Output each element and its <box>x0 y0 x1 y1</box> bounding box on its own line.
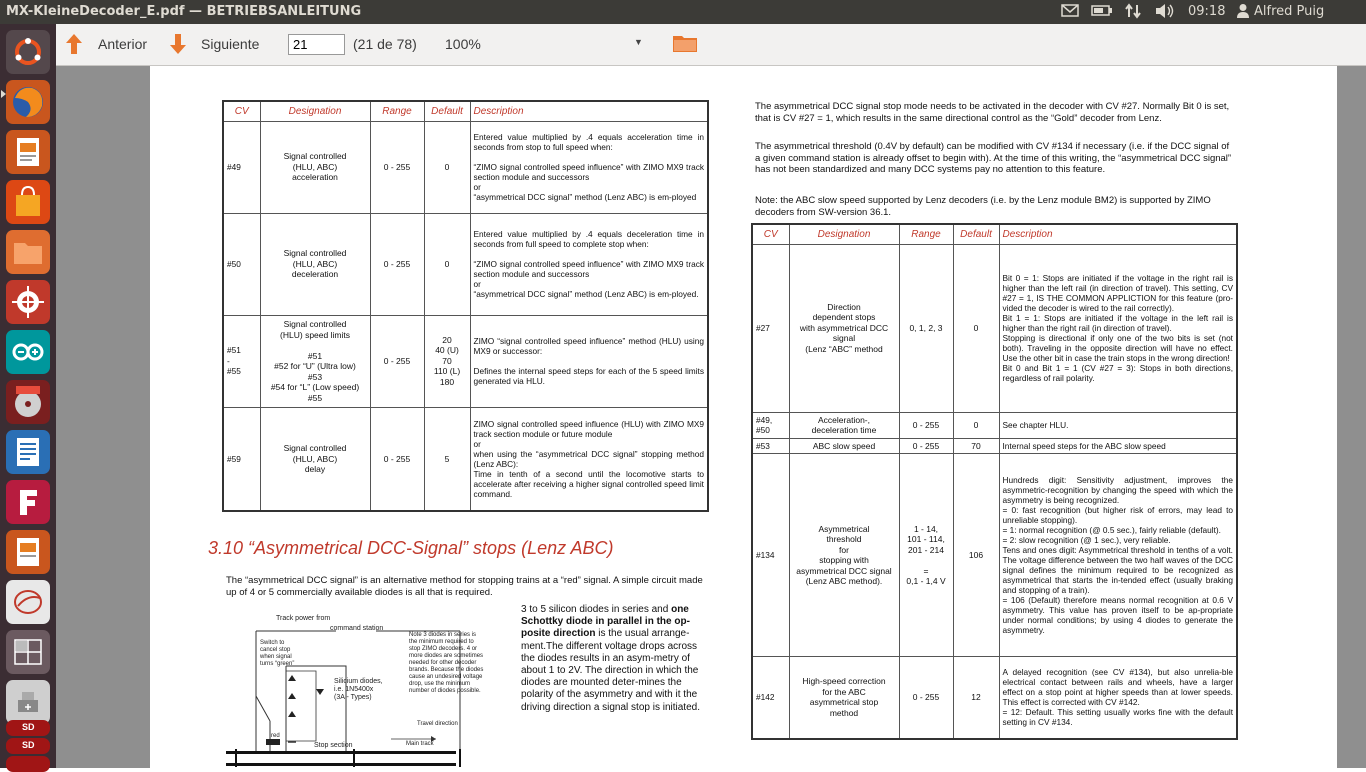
cell-designation: Signal controlled (HLU, ABC) delay <box>260 407 370 511</box>
table-row <box>223 315 708 407</box>
cell-description: ZIMO “signal controlled speed influence” method (HLU) using MX9 or successor: Defines the internal speed steps for each of the 5 speed limits generated via HLU. <box>470 315 708 407</box>
pdf-page <box>150 66 1337 768</box>
section-heading: 3.10 “Asymmetrical DCC-Signal” stops (Lenz ABC) <box>208 538 614 558</box>
game-launcher[interactable] <box>6 280 50 324</box>
cd-icon <box>6 380 50 424</box>
target-icon <box>6 280 50 324</box>
volume-icon[interactable] <box>1154 3 1176 21</box>
cell-range: 0 - 255 <box>899 438 953 454</box>
cell-default: 5 <box>424 407 470 511</box>
cell-cv: #49, #50 <box>752 412 789 438</box>
fritzing-launcher[interactable] <box>6 480 50 524</box>
running-indicator <box>1 90 6 98</box>
cell-description: Entered value multiplied by .4 equals deceleration time in seconds from full speed to complete stop when: “ZIMO signal controlled speed influence” with ZIMO MX9 track section module and successors or “asymmetrical DCC signal” method (Lenz ABC) is em-ployed. <box>470 213 708 315</box>
cell-cv: #50 <box>223 213 260 315</box>
side-text-bold: one Schottky diode in parallel in the op-posite direction <box>521 604 690 640</box>
cell-range: 0 - 255 <box>899 412 953 438</box>
sd-card-launcher-2[interactable] <box>6 738 50 754</box>
prev-page-button[interactable] <box>64 32 154 58</box>
cell-designation: High-speed correction for the ABC asymmetrical stop method <box>789 657 899 739</box>
cell-cv: #134 <box>752 454 789 657</box>
sd-card-launcher-1[interactable] <box>6 720 50 736</box>
cell-designation: Asymmetrical threshold for stopping with asymmetrical DCC signal (Lenz ABC method). <box>789 454 899 657</box>
folder-icon <box>672 32 698 54</box>
files-launcher[interactable] <box>6 230 50 274</box>
cell-cv: #142 <box>752 657 789 739</box>
cell-default: 0 <box>424 213 470 315</box>
diagram-label-stop-section: Stop section <box>314 742 353 749</box>
cell-description: Hundreds digit: Sensitivity adjustment, improves the asymmetric-recognition by changing the speed with which the asymmetry is being recognized. = 0: fast recognition (but higher risk of errors, may lead to unreliable stopping). = 1: normal recognition (@ 0.5 sec.), fairly reliable (default). = 2: slow recognition (@ 1 sec.), very reliable. Tens and ones digit: Asymmetrical threshold in tenths of a volt. The voltage difference between the two half waves of the DCC signal defines the minimum required to be recognized as asymmetrical that starts the in-tended effect (usually braking and stopping of a train). = 106 (Default) therefore means normal recognition at 0.6 V asymmetry. This value has proven itself to be ap-propriate under normal conditions; by using 4 diodes to generate the asymmetry. <box>999 454 1237 657</box>
document-viewer[interactable] <box>56 66 1366 768</box>
cell-default: 0 <box>953 412 999 438</box>
ubuntu-logo-icon <box>6 30 50 74</box>
left-cv-table <box>222 100 709 512</box>
impress-launcher-2[interactable] <box>6 530 50 574</box>
cell-cv: #59 <box>223 407 260 511</box>
top-panel <box>0 0 1366 24</box>
user-icon[interactable] <box>1236 3 1250 21</box>
arduino-launcher[interactable] <box>6 330 50 374</box>
table-row <box>752 657 1237 739</box>
workspace-switcher-icon <box>6 630 50 674</box>
cell-designation: Direction dependent stops with asymmetrical DCC signal (Lenz “ABC” method <box>789 244 899 412</box>
firefox-icon <box>6 80 50 124</box>
cell-description: Entered value multiplied by .4 equals acceleration time in seconds from stop to full speed when: “ZIMO signal controlled speed influence” with ZIMO MX9 track section module and successors or “asymmetrical DCC signal” method (Lenz ABC) is em-ployed <box>470 121 708 213</box>
cell-range: 0 - 255 <box>370 121 424 213</box>
eagle-launcher[interactable] <box>6 580 50 624</box>
cell-range: 1 - 14, 101 - 114, 201 - 214 = 0,1 - 1,4 V <box>899 454 953 657</box>
battery-icon[interactable] <box>1091 3 1113 21</box>
table-header: Description <box>999 224 1237 244</box>
folder-icon <box>6 230 50 274</box>
usb-launcher[interactable] <box>6 680 50 724</box>
cell-description: A delayed recognition (see CV #134), but also unrelia-ble electrical contact between rails and wheels, have a larger effect on a stop point at higher speeds than at lower speeds. This effect is corrected with CV #142. = 12: Default. This setting usually works fine with the default setting in CV #134. <box>999 657 1237 739</box>
cell-cv: #49 <box>223 121 260 213</box>
diagram-label-switch: Switch to cancel stop when signal turns “green” <box>260 640 295 667</box>
cell-range: 0, 1, 2, 3 <box>899 244 953 412</box>
diagram-label-diodes: Silicium diodes, i.e. 1N5400x (3A - Types) <box>334 678 383 701</box>
diagram-label-red: red <box>271 733 280 739</box>
cell-default: 0 <box>424 121 470 213</box>
firefox-launcher[interactable] <box>6 80 50 124</box>
launcher <box>0 24 56 768</box>
table-header: Description <box>470 101 708 121</box>
table-header: Default <box>953 224 999 244</box>
cell-designation: Acceleration-, deceleration time <box>789 412 899 438</box>
cell-description: See chapter HLU. <box>999 412 1237 438</box>
table-header: Range <box>370 101 424 121</box>
prev-label: Anterior <box>98 36 148 52</box>
sd-card-icon-2: SD <box>22 740 35 750</box>
table-header: Range <box>899 224 953 244</box>
cell-cv: #27 <box>752 244 789 412</box>
cell-designation: Signal controlled (HLU, ABC) acceleration <box>260 121 370 213</box>
cell-default: 20 40 (U) 70 110 (L) 180 <box>424 315 470 407</box>
cell-range: 0 - 255 <box>899 657 953 739</box>
side-text-part-2: is the usual arrange-ment.The different voltage drops across the diodes results in an asym-metry of about 1 to 2V. The direction in which the diodes are mounted deter-mines the polarity of the asymmetry and with it the driving direction a signal stop is initiated. <box>521 628 700 713</box>
table-row <box>223 407 708 511</box>
writer-launcher[interactable] <box>6 430 50 474</box>
cell-range: 0 - 255 <box>370 407 424 511</box>
dash-button[interactable] <box>6 30 50 74</box>
window-title: MX-KleineDecoder_E.pdf — BETRIEBSANLEITUNG <box>6 4 362 19</box>
network-icon[interactable] <box>1124 3 1142 21</box>
document-icon <box>6 430 50 474</box>
diagram-label-travel: Travel direction <box>417 721 458 727</box>
page-number-input[interactable]: 21 <box>288 34 345 55</box>
cell-designation: Signal controlled (HLU, ABC) deceleration <box>260 213 370 315</box>
arrow-down-icon <box>168 32 188 56</box>
right-paragraph-2: The asymmetrical threshold (0.4V by default) can be modified with CV #134 if necessary (i.e. if the DCC signal of a given command station is already offset to begin with). At the time of this writing, the “asymmetrical DCC signal” has not been standardized and many DCC systems pay no attention to this feature. <box>755 141 1232 175</box>
table-row <box>223 121 708 213</box>
cell-description: ZIMO signal controlled speed influence (HLU) with ZIMO MX9 track section module or future module or when using the “asymmetrical DCC signal” stopping method (Lenz ABC): Time in tenth of a second until the locomotive starts to accelerate after receiving a higher signal controlled speed limit command. <box>470 407 708 511</box>
cell-description: Internal speed steps for the ABC slow speed <box>999 438 1237 454</box>
diagram-label-note: Note 3 diodes in series is the minimum required to stop ZIMO decoders. 4 or more diodes are sometimes needed for other decoder brands. Because the diodes cause an undesired voltage drop, use the minimum number of diodes possible. <box>409 632 484 694</box>
zoom-value: 100% <box>445 36 481 52</box>
table-header: CV <box>223 101 260 121</box>
table-row <box>752 438 1237 454</box>
fritzing-icon <box>6 480 50 524</box>
shopping-bag-icon <box>6 180 50 224</box>
section-side-text <box>521 604 709 714</box>
diagram-label-command-station: command station <box>330 625 384 632</box>
section-intro: The “asymmetrical DCC signal” is an alternative method for stopping trains at a “red” signal. A simple circuit made up of 4 or 5 commercially available diodes is all that is required. <box>226 575 703 598</box>
next-page-button[interactable] <box>168 32 268 58</box>
cell-default: 70 <box>953 438 999 454</box>
table-header: Default <box>424 101 470 121</box>
sd-card-icon: SD <box>22 722 35 732</box>
next-label: Siguiente <box>201 36 260 52</box>
right-cv-table <box>751 223 1238 740</box>
cell-range: 0 - 255 <box>370 315 424 407</box>
impress-launcher[interactable] <box>6 130 50 174</box>
sd-card-launcher-3[interactable] <box>6 756 50 772</box>
table-header: Designation <box>789 224 899 244</box>
right-paragraph-3: Note: the ABC slow speed supported by Lenz decoders (i.e. by the Lenz module BM2) is supported by ZIMO decoders from SW-version 36.1. <box>755 195 1211 218</box>
clock[interactable]: 09:18 <box>1188 4 1226 19</box>
toolbar <box>56 24 1366 66</box>
cell-range: 0 - 255 <box>370 213 424 315</box>
cell-description: Bit 0 = 1: Stops are initiated if the voltage in the right rail is higher than the left rail (in direction of travel). This setting, CV #27 = 1, IS THE COMMON APPLICTION for this feature (pro-vided the decoder is wired to the rail correctly). Bit 1 = 1: Stops are initiated if the voltage in the left rail is higher than the right rail (in direction of travel). Stopping is directional if only one of the two bits is set (not both). Traveling in the opposite direction will have no effect. Use the other bit in case the train stops in the wrong direction! Bit 0 and Bit 1 = 1 (CV #27 = 3): Stops in both directions, regardless of rail polarity. <box>999 244 1237 412</box>
cell-default: 106 <box>953 454 999 657</box>
side-text-part-1: 3 to 5 silicon diodes in series and <box>521 604 672 615</box>
software-center-launcher[interactable] <box>6 180 50 224</box>
eagle-icon <box>6 580 50 624</box>
arrow-up-icon <box>64 32 84 56</box>
xcfa-launcher[interactable] <box>6 380 50 424</box>
table-row <box>752 412 1237 438</box>
open-folder-button[interactable] <box>672 32 698 56</box>
cell-default: 12 <box>953 657 999 739</box>
right-paragraph-1: The asymmetrical DCC signal stop mode needs to be activated in the decoder with CV #27. Normally Bit 0 is set, that is CV #27 = 1, which results in the same directional control as the “Gold” decoder from Lenz. <box>755 101 1230 124</box>
workspaces-launcher[interactable] <box>6 630 50 674</box>
arduino-icon <box>6 330 50 374</box>
user-name[interactable]: Alfred Puig <box>1254 4 1325 19</box>
cell-designation: ABC slow speed <box>789 438 899 454</box>
usb-drive-icon <box>6 680 50 724</box>
page-count: (21 de 78) <box>353 36 417 52</box>
cell-cv: #51 - #55 <box>223 315 260 407</box>
cell-cv: #53 <box>752 438 789 454</box>
diagram-label-main-track: Main track <box>406 741 434 747</box>
chevron-down-icon: ▼ <box>634 37 643 47</box>
table-row <box>223 213 708 315</box>
zoom-select[interactable] <box>438 32 648 56</box>
table-row <box>752 244 1237 412</box>
diagram-label-track-power: Track power from <box>276 615 331 622</box>
cell-designation: Signal controlled (HLU) speed limits #51 #52 for “U” (Ultra low) #53 #54 for “L” (Low speed) #55 <box>260 315 370 407</box>
mail-icon[interactable] <box>1061 3 1079 21</box>
presentation-icon-2 <box>6 530 50 574</box>
table-header: Designation <box>260 101 370 121</box>
presentation-icon <box>6 130 50 174</box>
cell-default: 0 <box>953 244 999 412</box>
table-header: CV <box>752 224 789 244</box>
table-row <box>752 454 1237 657</box>
